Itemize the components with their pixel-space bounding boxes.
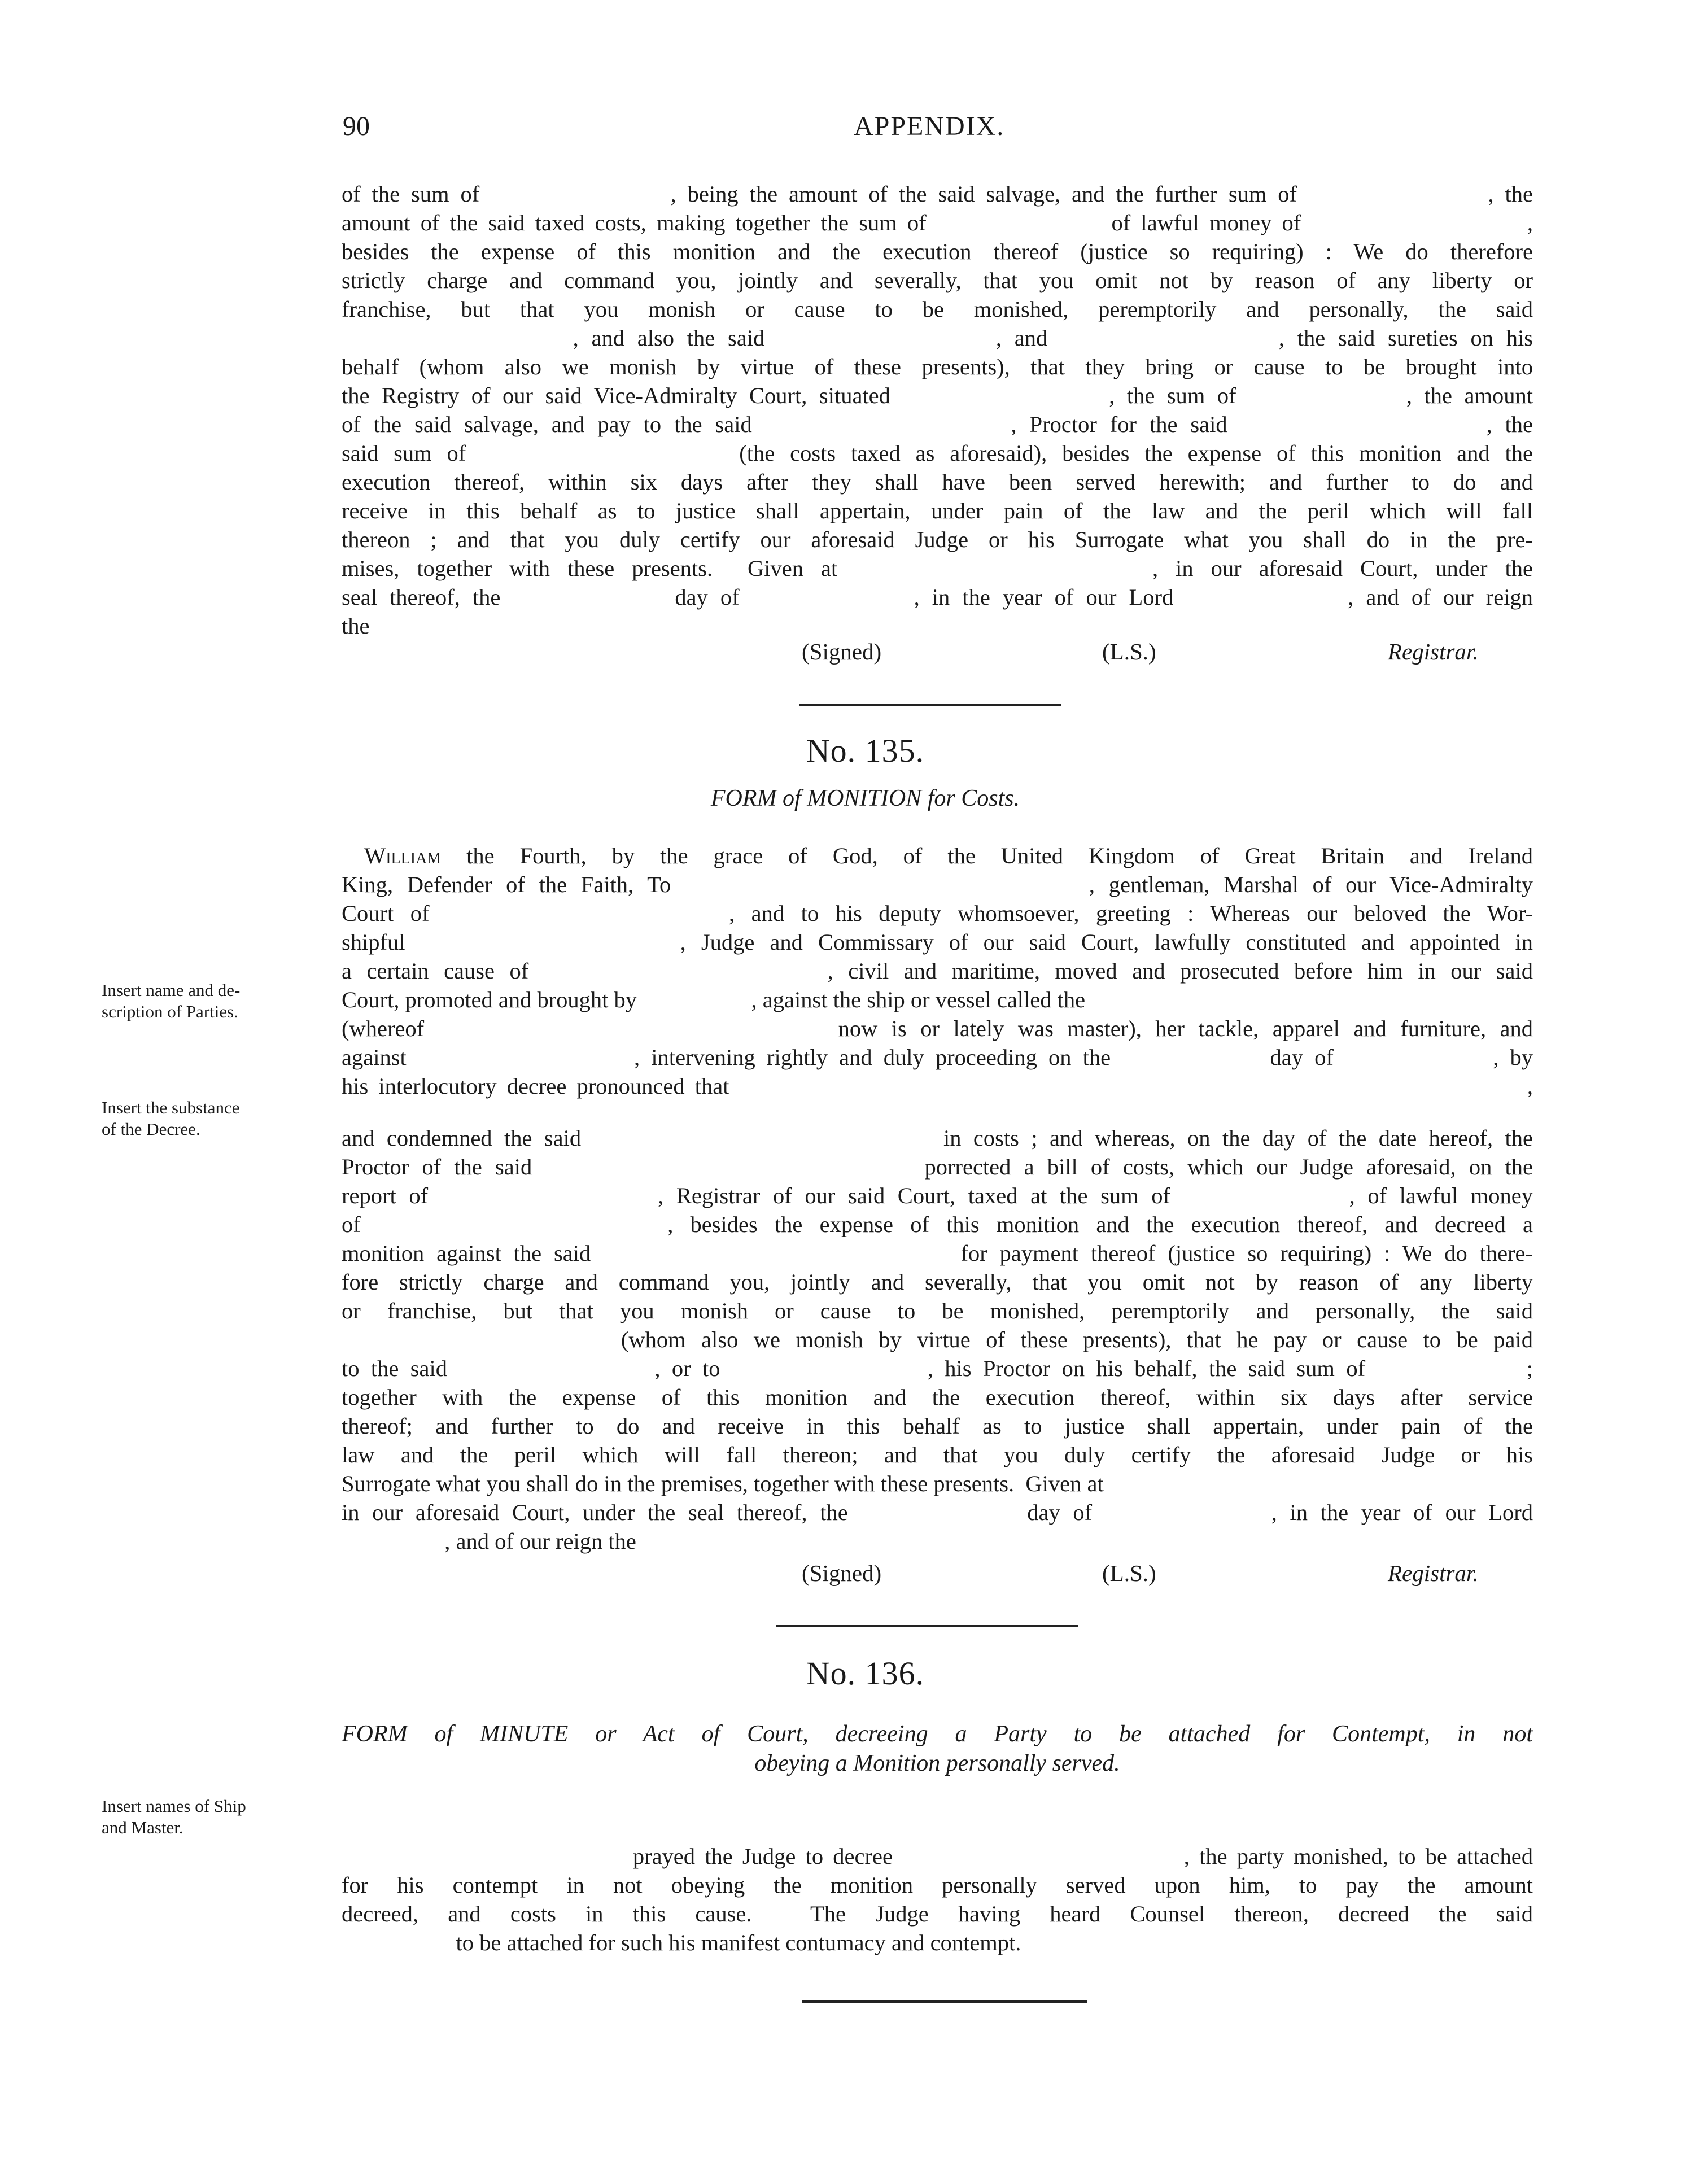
form-number-136: No. 136. (806, 1655, 925, 1692)
text-line: (whom also we monish by virtue of these presents), that he pay or cause to be paid (342, 1327, 1533, 1352)
form-title-136-line1: FORM of MINUTE or Act of Court, decreeing a Party to be attached for Contempt, in not (342, 1721, 1533, 1747)
text-line: mises, together with these presents. Given at , in our aforesaid Court, under the (342, 556, 1533, 581)
text-line: , and of our reign the (342, 1528, 636, 1554)
text-line (364, 841, 1533, 870)
text-line: together with the expense of this monition and the execution thereof, within six days after service (342, 1384, 1533, 1410)
text-line: , and also the said , and , the said sureties on his (342, 325, 1533, 351)
text-line: (whereof now is or lately was master), her tackle, apparel and furniture, and (342, 1016, 1533, 1041)
text-line: a certain cause of , civil and maritime, moved and prosecuted before him in our said (342, 958, 1533, 984)
text-line: fore strictly charge and command you, jointly and severally, that you omit not by reason of any liberty (342, 1269, 1533, 1295)
text-line: franchise, but that you monish or cause to be monished, peremptorily and personally, the said (342, 296, 1533, 322)
text-line: Court of , and to his deputy whomsoever, greeting : Whereas our beloved the Wor- (342, 901, 1533, 926)
running-head: APPENDIX. (854, 111, 1005, 141)
margin-note-parties: Insert name and de- scription of Parties. (102, 980, 241, 1021)
text-line: said sum of (the costs taxed as aforesaid), besides the expense of this monition and the (342, 440, 1533, 466)
opening-word: William (364, 843, 442, 868)
seal-label: (L.S.) (1102, 1560, 1156, 1586)
signed-label: (Signed) (802, 639, 882, 665)
text-line: law and the peril which will fall thereon; and that you duly certify the aforesaid Judge or his (342, 1442, 1533, 1467)
text-line: of the said salvage, and pay to the said , Proctor for the said , the (342, 412, 1533, 437)
text-line: against , intervening rightly and duly proceeding on the day of , by (342, 1045, 1533, 1070)
text-line: report of , Registrar of our said Court, taxed at the sum of , of lawful money (342, 1183, 1533, 1208)
text-line: his interlocutory decree pronounced that , (342, 1073, 1533, 1099)
form-title-135: FORM of MONITION for Costs. (710, 785, 1020, 811)
text-line: seal thereof, the day of , in the year of our Lord , and of our reign (342, 584, 1533, 610)
text-line: monition against the said for payment thereof (justice so requiring) : We do there- (342, 1240, 1533, 1266)
margin-note-decree: Insert the substance of the Decree. (102, 1098, 240, 1139)
text-line: shipful , Judge and Commissary of our said Court, lawfully constituted and appointed in (342, 929, 1533, 955)
section-divider (776, 1625, 1078, 1627)
text-line: to the said , or to , his Proctor on his behalf, the said sum of ; (342, 1356, 1533, 1381)
text-line: amount of the said taxed costs, making together the sum of of lawful money of , (342, 210, 1533, 235)
text-line: behalf (whom also we monish by virtue of these presents), that they bring or cause to be brought into (342, 354, 1533, 379)
text-line: Court, promoted and brought by , against the ship or vessel called the (342, 987, 1086, 1012)
text-line: and condemned the said in costs ; and whereas, on the day of the date hereof, the (342, 1125, 1533, 1151)
text-line: Surrogate what you shall do in the premises, together with these presents. Given at (342, 1471, 1104, 1496)
text-line: or franchise, but that you monish or cause to be monished, peremptorily and personally, the said (342, 1298, 1533, 1323)
text-line: thereof; and further to do and receive in this behalf as to justice shall appertain, under pain of the (342, 1413, 1533, 1439)
text-line: prayed the Judge to decree , the party monished, to be attached (342, 1844, 1533, 1869)
form-title-136-line2: obeying a Monition personally served. (754, 1750, 1120, 1776)
text-line: decreed, and costs in this cause. The Judge having heard Counsel thereon, decreed the said (342, 1901, 1533, 1927)
section-divider (802, 2000, 1087, 2003)
text-line: execution thereof, within six days after they shall have been served herewith; and further to do and (342, 469, 1533, 495)
text-line: of , besides the expense of this monition and the execution thereof, and decreed a (342, 1212, 1533, 1237)
registrar-label: Registrar. (1388, 639, 1479, 665)
text-line: the (342, 613, 370, 639)
text-run: the Fourth, by the grace of God, of the United Kingdom of Great Britain and Ireland (441, 843, 1533, 868)
text-line: to be attached for such his manifest contumacy and contempt. (342, 1930, 1021, 1955)
text-line: for his contempt in not obeying the monition personally served upon him, to pay the amount (342, 1872, 1533, 1898)
text-line: King, Defender of the Faith, To , gentleman, Marshal of our Vice-Admiralty (342, 872, 1533, 897)
section-divider (799, 704, 1061, 706)
text-line: in our aforesaid Court, under the seal thereof, the day of , in the year of our Lord (342, 1500, 1533, 1525)
seal-label: (L.S.) (1102, 639, 1156, 665)
signed-label: (Signed) (802, 1560, 882, 1586)
registrar-label: Registrar. (1388, 1560, 1479, 1586)
text-line: strictly charge and command you, jointly and severally, that you omit not by reason of any liberty or (342, 268, 1533, 293)
text-line: thereon ; and that you duly certify our aforesaid Judge or his Surrogate what you shall do in the pre- (342, 527, 1533, 552)
text-line: Proctor of the said porrected a bill of costs, which our Judge aforesaid, on the (342, 1154, 1533, 1180)
text-line: of the sum of , being the amount of the said salvage, and the further sum of , the (342, 181, 1533, 207)
form-number-135: No. 135. (806, 732, 925, 769)
margin-note-ship: Insert names of Ship and Master. (102, 1796, 246, 1837)
text-line: besides the expense of this monition and the execution thereof (justice so requiring) : We do therefore (342, 239, 1533, 264)
text-line: the Registry of our said Vice-Admiralty Court, situated , the sum of , the amount (342, 383, 1533, 408)
page-number: 90 (343, 111, 370, 141)
text-line: receive in this behalf as to justice shall appertain, under pain of the law and the peril which will fall (342, 498, 1533, 523)
